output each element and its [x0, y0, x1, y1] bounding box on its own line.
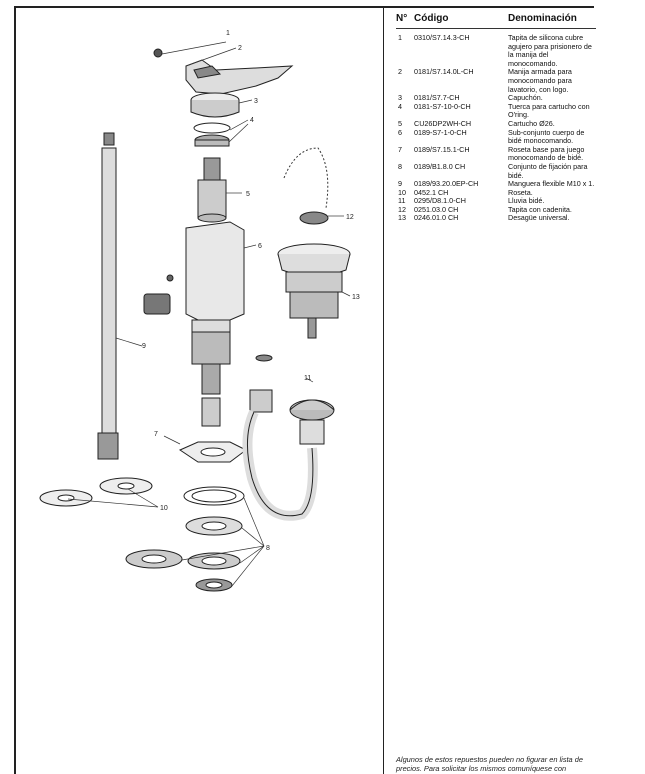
- row-code: 0295/D8.1.0-CH: [414, 196, 466, 206]
- row-num: 8: [398, 161, 402, 171]
- row-num: 6: [398, 127, 402, 137]
- row-num: 3: [398, 93, 402, 103]
- callout-1: 1: [226, 30, 230, 37]
- callout-9: 9: [142, 343, 146, 350]
- callout-11: 11: [304, 375, 312, 382]
- row-name: Cartucho Ø26.: [508, 118, 555, 128]
- table-row: [396, 163, 596, 180]
- row-num: 12: [398, 204, 406, 214]
- callout-13: 13: [352, 294, 360, 301]
- table-header: [396, 12, 596, 29]
- callout-10: 10: [160, 505, 168, 512]
- row-name: Lluvia bidé.: [508, 196, 545, 206]
- row-num: 4: [398, 101, 402, 111]
- header-num: N°: [396, 13, 408, 24]
- row-num: 7: [398, 144, 402, 154]
- table-row: [396, 129, 596, 146]
- row-name: Desagüe universal.: [508, 213, 570, 223]
- row-code: 0181/S7.14.0L-CH: [414, 67, 474, 77]
- table-row: [396, 68, 596, 94]
- callout-6: 6: [258, 243, 262, 250]
- row-num: 9: [398, 179, 402, 189]
- table-row: [396, 146, 596, 163]
- callout-5: 5: [246, 191, 250, 198]
- exploded-view-drawing: [16, 8, 382, 774]
- row-name: Roseta base para juego monocomando de bidé.: [508, 144, 585, 163]
- header-code: Código: [414, 13, 449, 24]
- row-num: 13: [398, 213, 406, 223]
- row-num: 2: [398, 67, 402, 77]
- row-code: CU26DP2WH-CH: [414, 118, 472, 128]
- callout-2: 2: [238, 45, 242, 52]
- row-code: 0189/S7.15.1-CH: [414, 144, 470, 154]
- row-name: Conjunto de fijación para bidé.: [508, 161, 588, 180]
- row-name: Roseta.: [508, 187, 533, 197]
- row-name: Sub-conjunto cuerpo de bidé monocomando.: [508, 127, 585, 146]
- row-code: 0452.1 CH: [414, 187, 449, 197]
- row-name: Manija armada para monocomando para lavatorio, con logo.: [508, 67, 572, 94]
- parts-table: [396, 12, 596, 223]
- callout-7: 7: [154, 431, 158, 438]
- table-body: [396, 34, 596, 223]
- row-name: Tapita de silicona cubre agujero para prisionero de la manija del monocomando.: [508, 33, 592, 68]
- row-code: 0181/S7.7-CH: [414, 93, 460, 103]
- row-code: 0189/93.20.0EP-CH: [414, 179, 479, 189]
- header-name: Denominación: [508, 13, 577, 24]
- callout-8: 8: [266, 545, 270, 552]
- frame-divider: [383, 6, 384, 774]
- row-code: 0246.01.0 CH: [414, 213, 459, 223]
- row-code: 0189-S7-1-0-CH: [414, 127, 467, 137]
- row-code: 0310/S7.14.3-CH: [414, 33, 470, 42]
- row-name: Tuerca para cartucho con O'ring.: [508, 101, 590, 120]
- row-code: 0189/B1.8.0 CH: [414, 161, 466, 171]
- row-name: Tapita con cadenita.: [508, 204, 572, 214]
- callout-4: 4: [250, 117, 254, 124]
- callout-3: 3: [254, 98, 258, 105]
- table-row: [396, 103, 596, 120]
- row-code: 0181-S7-10-0-CH: [414, 101, 471, 111]
- table-row: [396, 34, 596, 68]
- footer-note: Algunos de estos repuestos pueden no figurar en lista de precios. Para solicitar los mismos comuníquese con: [396, 755, 583, 773]
- row-num: 1: [398, 33, 402, 42]
- row-code: 0251.03.0 CH: [414, 204, 459, 214]
- row-name: Capuchón.: [508, 93, 543, 103]
- table-row: [396, 214, 596, 223]
- row-name: Manguera flexible M10 x 1.: [508, 179, 595, 189]
- callout-12: 12: [346, 214, 354, 221]
- row-num: 11: [398, 196, 406, 206]
- row-num: 5: [398, 118, 402, 128]
- row-num: 10: [398, 187, 406, 197]
